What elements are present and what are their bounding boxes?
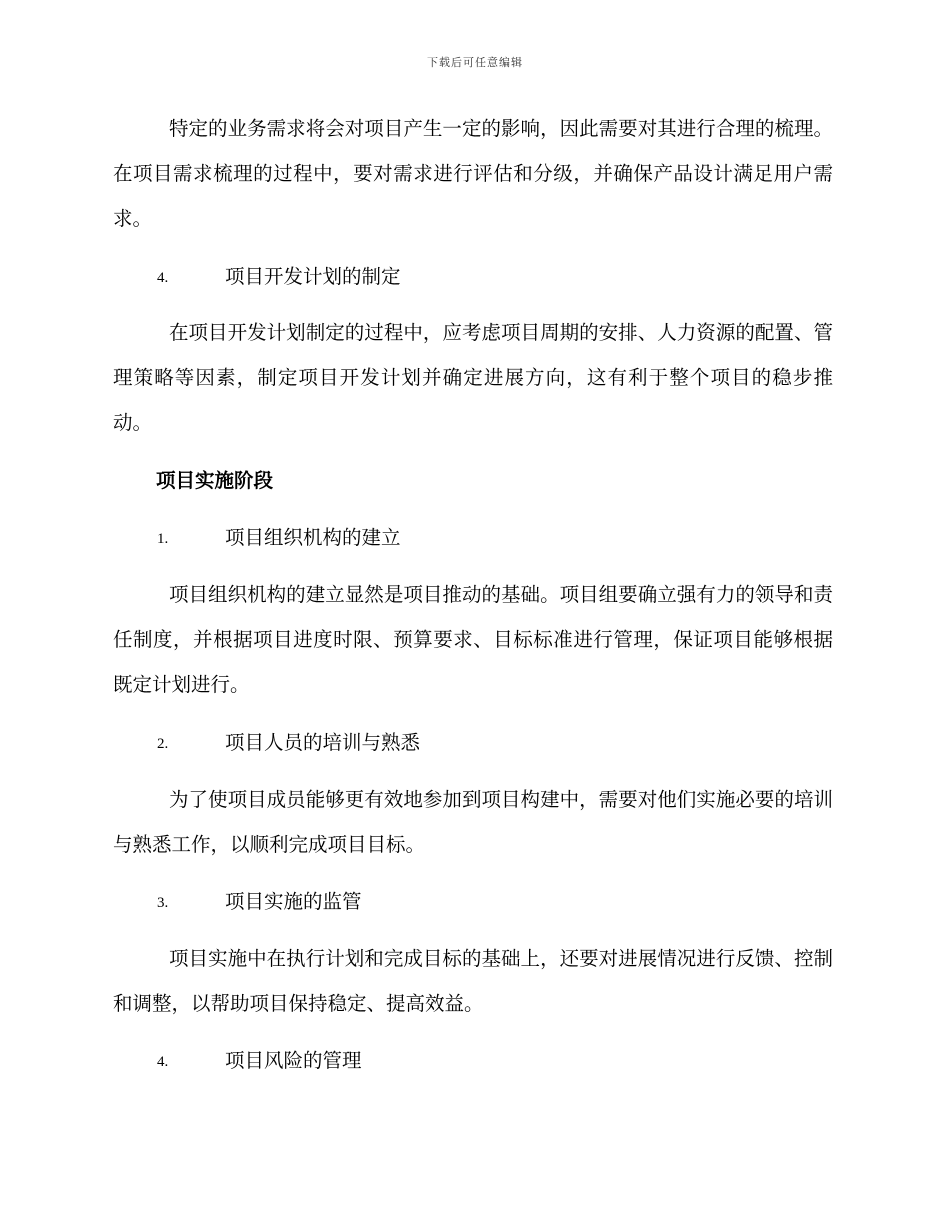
list-number: 1. <box>157 531 169 547</box>
list-item-title: 项目实施的监管 <box>225 890 362 913</box>
section-heading: 项目实施阶段 <box>156 469 274 492</box>
paragraph-supervision: 项目实施中在执行计划和完成目标的基础上，还要对进展情况进行反馈、控制和调整，以帮助项目保持稳定、提高效益。 <box>113 947 833 1015</box>
paragraph-training: 为了使项目成员能够更有效地参加到项目构建中，需要对他们实施必要的培训与熟悉工作，以顺利完成项目目标。 <box>113 788 833 856</box>
list-number: 3. <box>157 895 169 911</box>
list-item-title: 项目人员的培训与熟悉 <box>225 731 421 754</box>
page-header: 下载后可任意编辑 <box>427 56 523 69</box>
list-item-title: 项目风险的管理 <box>225 1049 362 1072</box>
list-item-title: 项目组织机构的建立 <box>225 526 401 549</box>
paragraph-requirements: 特定的业务需求将会对项目产生一定的影响，因此需要对其进行合理的梳理。在项目需求梳理的过程中，要对需求进行评估和分级，并确保产品设计满足用户需求。 <box>113 117 833 230</box>
list-number: 2. <box>157 736 169 752</box>
paragraph-dev-plan: 在项目开发计划制定的过程中，应考虑项目周期的安排、人力资源的配置、管理策略等因素，制定项目开发计划并确定进展方向，这有利于整个项目的稳步推动。 <box>113 321 833 434</box>
list-item-title: 项目开发计划的制定 <box>225 265 401 288</box>
list-number: 4. <box>157 270 169 286</box>
list-number: 4. <box>157 1054 169 1070</box>
paragraph-org-structure: 项目组织机构的建立显然是项目推动的基础。项目组要确立强有力的领导和责任制度，并根据项目进度时限、预算要求、目标标准进行管理，保证项目能够根据既定计划进行。 <box>113 583 833 696</box>
